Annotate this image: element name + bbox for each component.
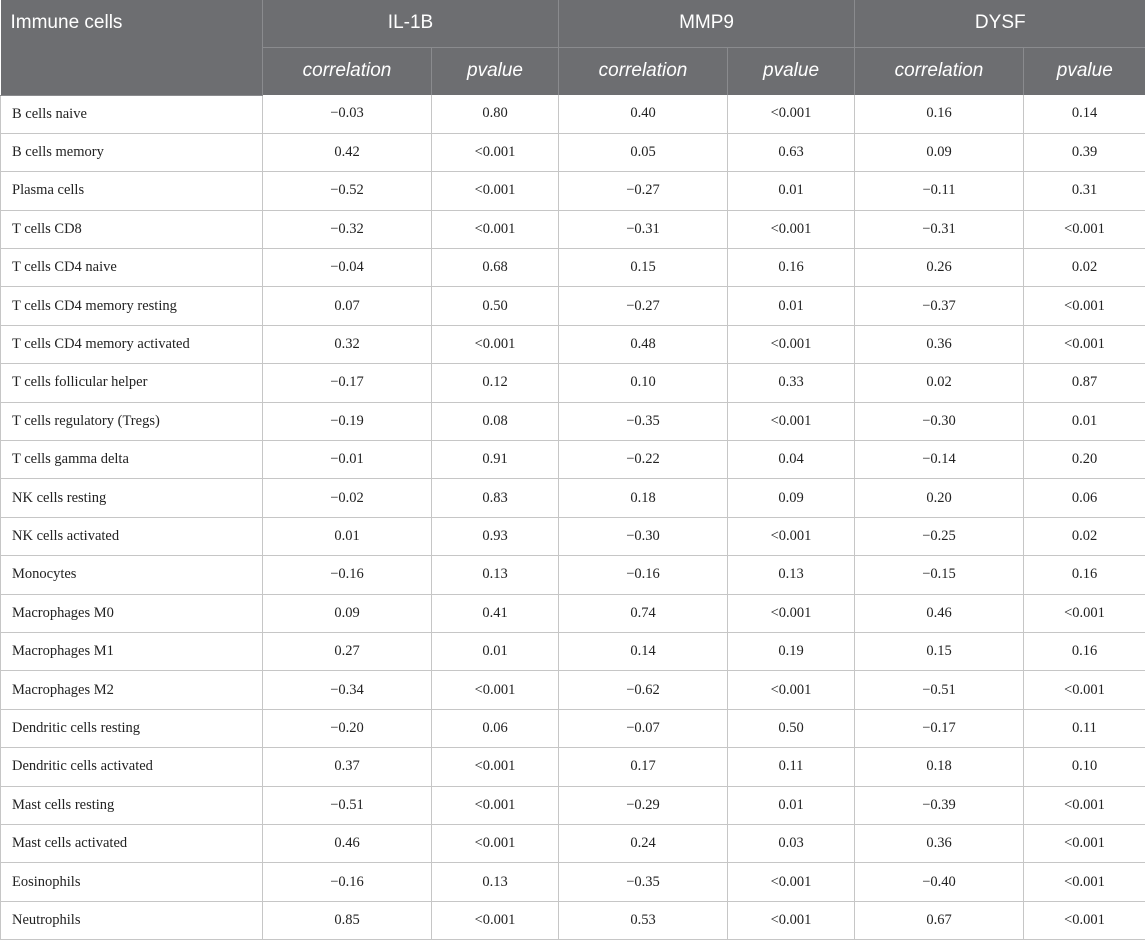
immune-cell-name: Macrophages M1 — [1, 632, 263, 670]
immune-cell-name: Mast cells resting — [1, 786, 263, 824]
dysf-correlation-cell: 0.02 — [855, 364, 1024, 402]
dysf-pvalue-cell: 0.16 — [1024, 632, 1145, 670]
il1b-pvalue-header: pvalue — [432, 47, 559, 95]
il1b-correlation-cell: 0.01 — [263, 517, 432, 555]
mmp9-correlation-cell: −0.27 — [559, 287, 728, 325]
dysf-pvalue-cell: <0.001 — [1024, 325, 1145, 363]
dysf-correlation-cell: 0.36 — [855, 325, 1024, 363]
mmp9-pvalue-cell: 0.01 — [728, 786, 855, 824]
dysf-pvalue-cell: 0.02 — [1024, 249, 1145, 287]
mmp9-correlation-cell: −0.29 — [559, 786, 728, 824]
immune-cell-name: Eosinophils — [1, 863, 263, 901]
mmp9-pvalue-cell: 0.01 — [728, 172, 855, 210]
il1b-correlation-header: correlation — [263, 47, 432, 95]
mmp9-pvalue-cell: 0.16 — [728, 249, 855, 287]
mmp9-pvalue-cell: <0.001 — [728, 671, 855, 709]
mmp9-pvalue-cell: 0.33 — [728, 364, 855, 402]
immune-cell-name: NK cells activated — [1, 517, 263, 555]
il1b-correlation-cell: −0.03 — [263, 95, 432, 133]
mmp9-correlation-cell: −0.07 — [559, 709, 728, 747]
il1b-correlation-cell: 0.46 — [263, 824, 432, 862]
dysf-pvalue-cell: 0.20 — [1024, 441, 1145, 479]
mmp9-correlation-cell: 0.74 — [559, 594, 728, 632]
mmp9-pvalue-header: pvalue — [728, 47, 855, 95]
dysf-pvalue-cell: <0.001 — [1024, 824, 1145, 862]
dysf-pvalue-cell: 0.10 — [1024, 748, 1145, 786]
mmp9-pvalue-cell: 0.13 — [728, 556, 855, 594]
immune-cell-name: NK cells resting — [1, 479, 263, 517]
mmp9-correlation-cell: −0.16 — [559, 556, 728, 594]
immune-cell-name: Monocytes — [1, 556, 263, 594]
mmp9-correlation-cell: 0.18 — [559, 479, 728, 517]
mmp9-correlation-cell: 0.15 — [559, 249, 728, 287]
il1b-pvalue-cell: 0.93 — [432, 517, 559, 555]
table-body — [1, 95, 1145, 940]
mmp9-pvalue-cell: <0.001 — [728, 863, 855, 901]
dysf-correlation-cell: −0.15 — [855, 556, 1024, 594]
table-row — [1, 901, 1145, 939]
immune-cell-name: T cells CD4 naive — [1, 249, 263, 287]
dysf-correlation-cell: 0.36 — [855, 824, 1024, 862]
table-row — [1, 632, 1145, 670]
table-row — [1, 95, 1145, 133]
immune-cell-name: Plasma cells — [1, 172, 263, 210]
table-header — [1, 0, 1145, 95]
dysf-pvalue-cell: 0.11 — [1024, 709, 1145, 747]
mmp9-correlation-cell: 0.40 — [559, 95, 728, 133]
immune-cell-name: Dendritic cells resting — [1, 709, 263, 747]
mmp9-correlation-cell: −0.27 — [559, 172, 728, 210]
dysf-pvalue-cell: <0.001 — [1024, 210, 1145, 248]
mmp9-correlation-cell: 0.05 — [559, 133, 728, 171]
table-row — [1, 402, 1145, 440]
il1b-correlation-cell: 0.32 — [263, 325, 432, 363]
il1b-correlation-cell: 0.42 — [263, 133, 432, 171]
dysf-correlation-cell: 0.67 — [855, 901, 1024, 939]
table-row — [1, 671, 1145, 709]
il1b-correlation-cell: −0.51 — [263, 786, 432, 824]
table-row — [1, 786, 1145, 824]
table-row — [1, 325, 1145, 363]
mmp9-pvalue-cell: <0.001 — [728, 325, 855, 363]
il1b-pvalue-cell: <0.001 — [432, 786, 559, 824]
immune-cell-name: Dendritic cells activated — [1, 748, 263, 786]
il1b-pvalue-cell: <0.001 — [432, 325, 559, 363]
il1b-correlation-cell: −0.19 — [263, 402, 432, 440]
il1b-pvalue-cell: 0.13 — [432, 556, 559, 594]
il1b-correlation-cell: −0.01 — [263, 441, 432, 479]
dysf-correlation-header: correlation — [855, 47, 1024, 95]
il1b-correlation-cell: 0.85 — [263, 901, 432, 939]
dysf-correlation-cell: 0.18 — [855, 748, 1024, 786]
il1b-correlation-cell: −0.02 — [263, 479, 432, 517]
dysf-correlation-cell: 0.20 — [855, 479, 1024, 517]
il1b-pvalue-cell: 0.08 — [432, 402, 559, 440]
gene-header-mmp9: MMP9 — [559, 0, 855, 47]
mmp9-pvalue-cell: <0.001 — [728, 402, 855, 440]
header-row-genes — [1, 0, 1145, 47]
il1b-correlation-cell: 0.07 — [263, 287, 432, 325]
dysf-pvalue-cell: <0.001 — [1024, 786, 1145, 824]
il1b-pvalue-cell: <0.001 — [432, 172, 559, 210]
immune-cell-name: T cells CD8 — [1, 210, 263, 248]
mmp9-pvalue-cell: 0.03 — [728, 824, 855, 862]
table-row — [1, 133, 1145, 171]
mmp9-correlation-cell: −0.31 — [559, 210, 728, 248]
immune-cell-name: T cells follicular helper — [1, 364, 263, 402]
row-label-header: Immune cells — [1, 0, 263, 95]
gene-header-il1b: IL-1B — [263, 0, 559, 47]
il1b-correlation-cell: −0.20 — [263, 709, 432, 747]
il1b-correlation-cell: 0.37 — [263, 748, 432, 786]
immune-cell-name: B cells memory — [1, 133, 263, 171]
dysf-correlation-cell: 0.46 — [855, 594, 1024, 632]
gene-header-dysf: DYSF — [855, 0, 1145, 47]
dysf-pvalue-header: pvalue — [1024, 47, 1145, 95]
mmp9-pvalue-cell: 0.19 — [728, 632, 855, 670]
mmp9-pvalue-cell: <0.001 — [728, 517, 855, 555]
dysf-correlation-cell: −0.14 — [855, 441, 1024, 479]
mmp9-correlation-cell: 0.17 — [559, 748, 728, 786]
immune-cell-name: T cells CD4 memory activated — [1, 325, 263, 363]
il1b-pvalue-cell: <0.001 — [432, 671, 559, 709]
mmp9-pvalue-cell: 0.04 — [728, 441, 855, 479]
dysf-pvalue-cell: <0.001 — [1024, 901, 1145, 939]
dysf-pvalue-cell: 0.02 — [1024, 517, 1145, 555]
mmp9-pvalue-cell: <0.001 — [728, 594, 855, 632]
dysf-pvalue-cell: 0.16 — [1024, 556, 1145, 594]
dysf-pvalue-cell: <0.001 — [1024, 287, 1145, 325]
mmp9-correlation-cell: −0.35 — [559, 402, 728, 440]
table-row — [1, 709, 1145, 747]
dysf-pvalue-cell: 0.39 — [1024, 133, 1145, 171]
il1b-pvalue-cell: 0.01 — [432, 632, 559, 670]
dysf-pvalue-cell: 0.01 — [1024, 402, 1145, 440]
il1b-correlation-cell: −0.04 — [263, 249, 432, 287]
table-row — [1, 748, 1145, 786]
dysf-correlation-cell: −0.37 — [855, 287, 1024, 325]
dysf-correlation-cell: −0.25 — [855, 517, 1024, 555]
mmp9-correlation-cell: −0.35 — [559, 863, 728, 901]
mmp9-pvalue-cell: <0.001 — [728, 95, 855, 133]
mmp9-correlation-cell: 0.24 — [559, 824, 728, 862]
table-row — [1, 441, 1145, 479]
mmp9-correlation-cell: 0.10 — [559, 364, 728, 402]
dysf-pvalue-cell: 0.06 — [1024, 479, 1145, 517]
mmp9-correlation-cell: −0.30 — [559, 517, 728, 555]
il1b-pvalue-cell: <0.001 — [432, 210, 559, 248]
immune-cell-name: T cells regulatory (Tregs) — [1, 402, 263, 440]
il1b-pvalue-cell: 0.41 — [432, 594, 559, 632]
il1b-pvalue-cell: 0.68 — [432, 249, 559, 287]
table-row — [1, 594, 1145, 632]
il1b-correlation-cell: −0.16 — [263, 556, 432, 594]
il1b-pvalue-cell: 0.06 — [432, 709, 559, 747]
dysf-correlation-cell: −0.30 — [855, 402, 1024, 440]
il1b-correlation-cell: −0.16 — [263, 863, 432, 901]
il1b-correlation-cell: −0.34 — [263, 671, 432, 709]
dysf-pvalue-cell: 0.87 — [1024, 364, 1145, 402]
dysf-correlation-cell: −0.11 — [855, 172, 1024, 210]
dysf-correlation-cell: 0.16 — [855, 95, 1024, 133]
il1b-correlation-cell: −0.32 — [263, 210, 432, 248]
dysf-pvalue-cell: 0.31 — [1024, 172, 1145, 210]
immune-cell-name: Macrophages M0 — [1, 594, 263, 632]
immune-cell-name: T cells CD4 memory resting — [1, 287, 263, 325]
dysf-correlation-cell: 0.26 — [855, 249, 1024, 287]
table-row — [1, 863, 1145, 901]
il1b-correlation-cell: −0.17 — [263, 364, 432, 402]
table-row — [1, 517, 1145, 555]
mmp9-correlation-cell: −0.22 — [559, 441, 728, 479]
mmp9-pvalue-cell: 0.50 — [728, 709, 855, 747]
dysf-correlation-cell: −0.17 — [855, 709, 1024, 747]
dysf-correlation-cell: −0.40 — [855, 863, 1024, 901]
dysf-correlation-cell: 0.09 — [855, 133, 1024, 171]
il1b-pvalue-cell: <0.001 — [432, 748, 559, 786]
dysf-correlation-cell: −0.51 — [855, 671, 1024, 709]
mmp9-correlation-header: correlation — [559, 47, 728, 95]
immune-cell-name: Macrophages M2 — [1, 671, 263, 709]
mmp9-pvalue-cell: 0.01 — [728, 287, 855, 325]
il1b-pvalue-cell: 0.80 — [432, 95, 559, 133]
dysf-correlation-cell: −0.31 — [855, 210, 1024, 248]
table-row — [1, 479, 1145, 517]
dysf-pvalue-cell: 0.14 — [1024, 95, 1145, 133]
table-row — [1, 364, 1145, 402]
dysf-pvalue-cell: <0.001 — [1024, 863, 1145, 901]
mmp9-pvalue-cell: 0.09 — [728, 479, 855, 517]
mmp9-correlation-cell: 0.53 — [559, 901, 728, 939]
mmp9-pvalue-cell: <0.001 — [728, 210, 855, 248]
il1b-correlation-cell: 0.27 — [263, 632, 432, 670]
il1b-pvalue-cell: 0.91 — [432, 441, 559, 479]
dysf-pvalue-cell: <0.001 — [1024, 594, 1145, 632]
table-row — [1, 556, 1145, 594]
dysf-correlation-cell: 0.15 — [855, 632, 1024, 670]
il1b-pvalue-cell: 0.50 — [432, 287, 559, 325]
mmp9-correlation-cell: 0.48 — [559, 325, 728, 363]
il1b-pvalue-cell: <0.001 — [432, 901, 559, 939]
il1b-pvalue-cell: 0.83 — [432, 479, 559, 517]
mmp9-pvalue-cell: <0.001 — [728, 901, 855, 939]
immune-cell-name: Neutrophils — [1, 901, 263, 939]
immune-cell-name: T cells gamma delta — [1, 441, 263, 479]
dysf-pvalue-cell: <0.001 — [1024, 671, 1145, 709]
mmp9-pvalue-cell: 0.11 — [728, 748, 855, 786]
il1b-pvalue-cell: <0.001 — [432, 824, 559, 862]
mmp9-correlation-cell: 0.14 — [559, 632, 728, 670]
immune-cell-name: B cells naive — [1, 95, 263, 133]
il1b-correlation-cell: −0.52 — [263, 172, 432, 210]
mmp9-correlation-cell: −0.62 — [559, 671, 728, 709]
table-row — [1, 287, 1145, 325]
il1b-pvalue-cell: 0.13 — [432, 863, 559, 901]
table-row — [1, 172, 1145, 210]
immune-cell-name: Mast cells activated — [1, 824, 263, 862]
table-row — [1, 210, 1145, 248]
il1b-correlation-cell: 0.09 — [263, 594, 432, 632]
dysf-correlation-cell: −0.39 — [855, 786, 1024, 824]
il1b-pvalue-cell: <0.001 — [432, 133, 559, 171]
mmp9-pvalue-cell: 0.63 — [728, 133, 855, 171]
table-row — [1, 249, 1145, 287]
table-row — [1, 824, 1145, 862]
il1b-pvalue-cell: 0.12 — [432, 364, 559, 402]
